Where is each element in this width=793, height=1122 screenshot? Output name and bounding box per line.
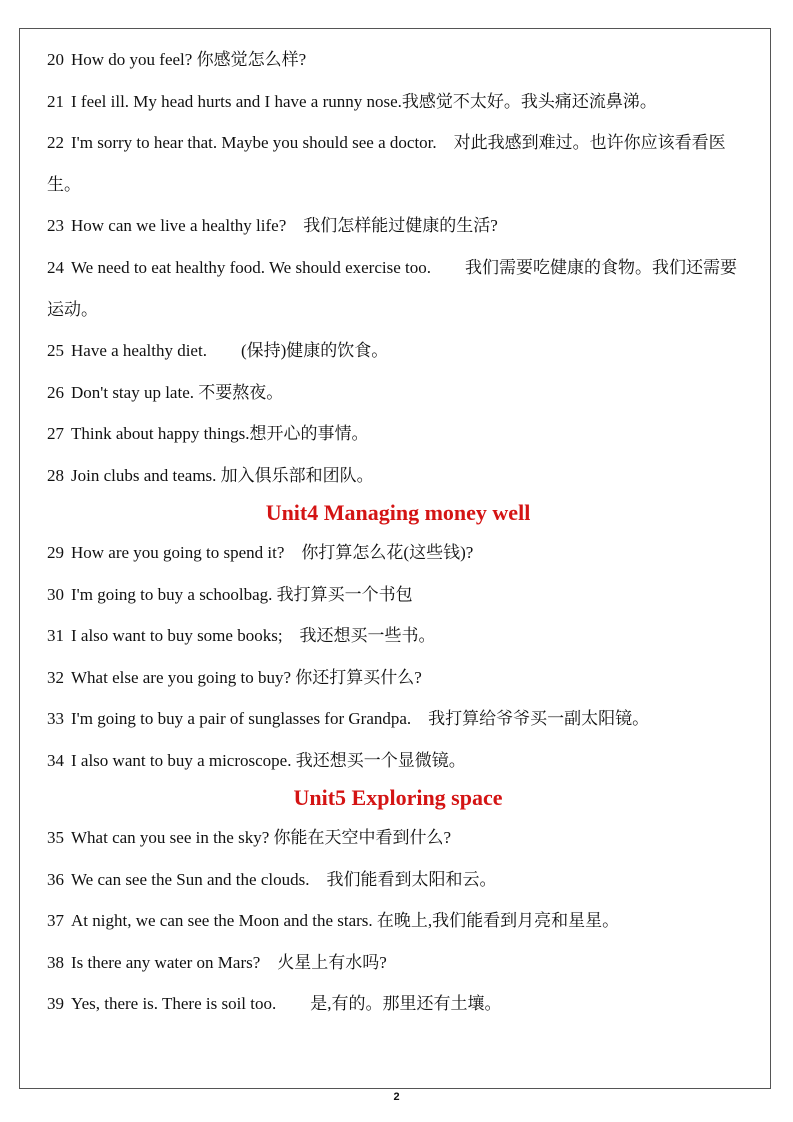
sentence-line xyxy=(47,543,749,563)
line-number: 25 xyxy=(47,341,64,360)
sentence-line xyxy=(47,626,749,646)
line-number: 28 xyxy=(47,465,64,485)
unit4-heading: Unit4 Managing money well xyxy=(265,500,531,525)
line-number: 39 xyxy=(47,994,64,1013)
line-number: 27 xyxy=(47,424,64,443)
line-number: 34 xyxy=(47,750,64,770)
line-number: 38 xyxy=(47,952,64,972)
sentence-line xyxy=(47,911,749,931)
sentence-line xyxy=(47,870,749,890)
sentence-line xyxy=(47,668,749,688)
line-number: 33 xyxy=(47,709,64,728)
line-number: 30 xyxy=(47,584,64,604)
line-text: Yes, there is. There is soil too. 是,有的。那里还有土壤。 xyxy=(71,994,502,1013)
line-text: I'm going to buy a schoolbag. 我打算买一个书包 xyxy=(71,584,413,604)
sentence-line xyxy=(47,709,749,729)
line-text: How do you feel? 你感觉怎么样? xyxy=(71,50,307,69)
sentence-line xyxy=(47,466,749,486)
line-number: 21 xyxy=(47,91,64,111)
document-body xyxy=(47,50,749,1036)
line-number: 23 xyxy=(47,216,64,236)
line-number: 35 xyxy=(47,828,64,847)
line-text: Don't stay up late. 不要熬夜。 xyxy=(71,382,284,402)
line-text: At night, we can see the Moon and the stars. 在晚上,我们能看到月亮和星星。 xyxy=(71,911,620,930)
sentence-line xyxy=(47,216,749,236)
section-unit5 xyxy=(47,828,749,1014)
line-text: What else are you going to buy? 你还打算买什么? xyxy=(71,667,422,687)
line-text: How can we live a healthy life? 我们怎样能过健康的生活? xyxy=(71,216,498,236)
sentence-line xyxy=(47,994,749,1014)
line-text: I also want to buy some books; 我还想买一些书。 xyxy=(71,626,436,645)
sentence-line xyxy=(47,751,749,771)
sentence-line xyxy=(47,953,749,973)
sentence-line xyxy=(47,122,749,205)
line-text: I feel ill. My head hurts and I have a runny nose.我感觉不太好。我头痛还流鼻涕。 xyxy=(71,91,657,111)
line-number: 36 xyxy=(47,869,64,889)
sentence-line xyxy=(47,383,749,403)
section-health xyxy=(47,50,749,486)
line-number: 20 xyxy=(47,50,64,69)
unit5-heading: Unit5 Exploring space xyxy=(293,785,503,810)
line-text: I also want to buy a microscope. 我还想买一个显微镜。 xyxy=(71,750,466,770)
page-number: 2 xyxy=(393,1091,400,1103)
sentence-line xyxy=(47,341,749,361)
line-number: 24 xyxy=(47,258,64,277)
line-text: Is there any water on Mars? 火星上有水吗? xyxy=(71,952,387,972)
line-number: 37 xyxy=(47,911,64,930)
sentence-line xyxy=(47,92,749,112)
sentence-line xyxy=(47,50,749,70)
line-text: We can see the Sun and the clouds. 我们能看到太阳和云。 xyxy=(71,869,497,889)
line-text: How are you going to spend it? 你打算怎么花(这些钱)? xyxy=(71,543,474,562)
line-text: What can you see in the sky? 你能在天空中看到什么? xyxy=(71,828,452,847)
line-number: 22 xyxy=(47,133,64,153)
sentence-line xyxy=(47,247,749,330)
sentence-line xyxy=(47,828,749,848)
section-unit4 xyxy=(47,543,749,771)
line-text: Join clubs and teams. 加入俱乐部和团队。 xyxy=(71,465,374,485)
line-number: 29 xyxy=(47,543,64,562)
line-number: 32 xyxy=(47,667,64,687)
line-text: I'm going to buy a pair of sunglasses for Grandpa. 我打算给爷爷买一副太阳镜。 xyxy=(71,709,650,728)
line-number: 31 xyxy=(47,626,64,645)
line-text: We need to eat healthy food. We should exercise too. 我们需要吃健康的食物。我们还需要运动。 xyxy=(47,258,737,319)
line-text: Think about happy things.想开心的事情。 xyxy=(71,424,369,443)
sentence-line xyxy=(47,585,749,605)
sentence-line xyxy=(47,424,749,444)
line-text: Have a healthy diet. (保持)健康的饮食。 xyxy=(71,341,389,360)
line-number: 26 xyxy=(47,382,64,402)
line-text: I'm sorry to hear that. Maybe you should see a doctor. 对此我感到难过。也许你应该看看医生。 xyxy=(47,133,726,194)
